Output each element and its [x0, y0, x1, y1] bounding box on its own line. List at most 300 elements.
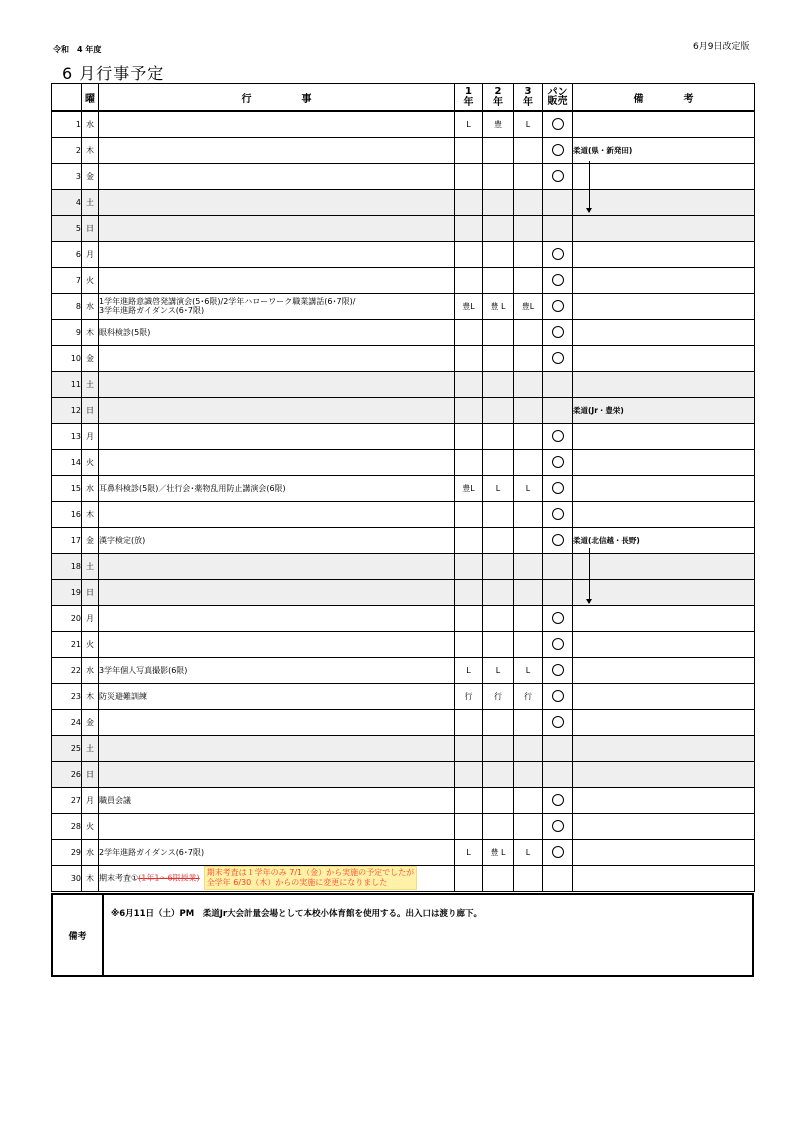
revision-label: 6月9日改定版 — [693, 42, 750, 52]
table-row — [52, 449, 755, 475]
bread-sale-cell — [543, 241, 573, 267]
year1-mark — [455, 241, 483, 267]
year2-mark — [483, 553, 514, 579]
table-row — [52, 163, 755, 189]
year3-mark — [514, 501, 543, 527]
date-cell: 19 — [52, 579, 82, 605]
year3-mark: L — [514, 657, 543, 683]
weekday-cell: 水 — [82, 293, 99, 319]
year3-mark — [514, 241, 543, 267]
change-notice: 期末考査は１学年のみ 7/1（金）から実施の予定でしたが 全学年 6/30（木）からの実施に変更になりました — [204, 866, 417, 890]
circle-icon — [552, 456, 564, 468]
year1-mark: 豊L — [455, 293, 483, 319]
year3-mark — [514, 579, 543, 605]
weekday-cell: 木 — [82, 501, 99, 527]
bread-sale-cell — [543, 813, 573, 839]
table-row — [52, 111, 755, 137]
bread-sale-cell — [543, 423, 573, 449]
note-cell — [573, 813, 755, 839]
bread-sale-cell — [543, 657, 573, 683]
year3-mark — [514, 371, 543, 397]
year1-mark — [455, 163, 483, 189]
date-cell: 17 — [52, 527, 82, 553]
date-cell: 1 — [52, 111, 82, 137]
circle-icon — [552, 612, 564, 624]
circle-icon — [552, 352, 564, 364]
bread-sale-cell — [543, 397, 573, 423]
year3-mark — [514, 345, 543, 371]
year1-mark — [455, 189, 483, 215]
table-row — [52, 501, 755, 527]
bread-sale-cell — [543, 553, 573, 579]
event-cell — [99, 345, 455, 371]
table-row — [52, 735, 755, 761]
year2-mark — [483, 345, 514, 371]
table-row — [52, 865, 755, 891]
note-cell — [573, 631, 755, 657]
note-cell: 柔道(県・新発田) — [573, 137, 755, 163]
circle-icon — [552, 820, 564, 832]
down-arrow-icon — [589, 161, 590, 212]
weekday-cell: 土 — [82, 735, 99, 761]
bread-sale-cell — [543, 761, 573, 787]
date-cell: 4 — [52, 189, 82, 215]
table-row — [52, 137, 755, 163]
event-cell — [99, 449, 455, 475]
note-cell — [573, 657, 755, 683]
year2-mark — [483, 371, 514, 397]
note-cell — [573, 449, 755, 475]
date-cell: 10 — [52, 345, 82, 371]
circle-icon — [552, 716, 564, 728]
weekday-cell: 土 — [82, 371, 99, 397]
year1-mark — [455, 579, 483, 605]
year3-mark: 行 — [514, 683, 543, 709]
schedule-table — [51, 83, 755, 892]
table-row — [52, 839, 755, 865]
circle-icon — [552, 664, 564, 676]
year2-mark — [483, 397, 514, 423]
weekday-cell: 金 — [82, 345, 99, 371]
note-cell — [573, 111, 755, 137]
event-cell — [99, 111, 455, 137]
year2-mark — [483, 163, 514, 189]
event-cell: 1学年進路意識啓発講演会(5･6限)/2学年ハローワーク職業講話(6･7限)/ 3学年進路ガイダンス(6･7限) — [99, 293, 455, 319]
event-cell — [99, 501, 455, 527]
event-cell — [99, 631, 455, 657]
note-cell — [573, 709, 755, 735]
year3-mark: L — [514, 111, 543, 137]
year1-mark — [455, 761, 483, 787]
bread-sale-cell — [543, 111, 573, 137]
year2-mark: 行 — [483, 683, 514, 709]
year3-mark — [514, 215, 543, 241]
weekday-cell: 月 — [82, 241, 99, 267]
year2-mark: L — [483, 475, 514, 501]
note-cell — [573, 423, 755, 449]
weekday-cell: 金 — [82, 527, 99, 553]
bread-sale-cell — [543, 475, 573, 501]
event-cell — [99, 241, 455, 267]
weekday-cell: 土 — [82, 553, 99, 579]
table-row — [52, 579, 755, 605]
table-row — [52, 241, 755, 267]
circle-icon — [552, 248, 564, 260]
year2-mark: 豊 — [483, 111, 514, 137]
struck-text: (1年1～6限授業) — [138, 873, 200, 883]
table-row — [52, 189, 755, 215]
date-cell: 12 — [52, 397, 82, 423]
date-cell: 13 — [52, 423, 82, 449]
date-cell: 5 — [52, 215, 82, 241]
year3-mark — [514, 449, 543, 475]
table-row — [52, 657, 755, 683]
year3-mark — [514, 735, 543, 761]
weekday-cell: 木 — [82, 865, 99, 891]
event-cell — [99, 579, 455, 605]
year3-mark — [514, 189, 543, 215]
year2-mark — [483, 761, 514, 787]
event-cell: 期末考査①(1年1～6限授業) 期末考査は１学年のみ 7/1（金）から実施の予定でしたが 全学年 6/30（木）からの実施に変更になりました — [99, 865, 455, 891]
bread-sale-cell — [543, 267, 573, 293]
note-cell — [573, 267, 755, 293]
weekday-cell: 日 — [82, 761, 99, 787]
event-cell — [99, 735, 455, 761]
remarks-text: ※6月11日（土）PM 柔道Jr大会計量会場として本校小体育館を使用する。出入口は渡り廊下。 — [103, 894, 753, 976]
table-row — [52, 787, 755, 813]
circle-icon — [552, 690, 564, 702]
year1-mark — [455, 787, 483, 813]
year1-mark — [455, 605, 483, 631]
year1-mark — [455, 813, 483, 839]
year3-mark — [514, 553, 543, 579]
note-cell — [573, 553, 755, 579]
bread-sale-cell — [543, 345, 573, 371]
year1-mark — [455, 397, 483, 423]
year1-mark — [455, 137, 483, 163]
note-cell — [573, 475, 755, 501]
bread-sale-cell — [543, 215, 573, 241]
weekday-cell: 火 — [82, 449, 99, 475]
weekday-cell: 木 — [82, 319, 99, 345]
year1-mark — [455, 865, 483, 891]
bread-sale-cell — [543, 189, 573, 215]
year1-header: 1 年 — [455, 84, 483, 112]
year3-mark: L — [514, 475, 543, 501]
note-cell — [573, 735, 755, 761]
table-row — [52, 527, 755, 553]
year1-mark — [455, 345, 483, 371]
bread-sale-cell — [543, 683, 573, 709]
circle-icon — [552, 326, 564, 338]
year1-mark — [455, 319, 483, 345]
note-cell — [573, 241, 755, 267]
event-cell — [99, 553, 455, 579]
date-cell: 26 — [52, 761, 82, 787]
year1-mark — [455, 449, 483, 475]
year3-mark: L — [514, 839, 543, 865]
date-cell: 9 — [52, 319, 82, 345]
year3-mark: 豊L — [514, 293, 543, 319]
circle-icon — [552, 508, 564, 520]
year2-mark — [483, 137, 514, 163]
year2-mark — [483, 865, 514, 891]
table-row — [52, 631, 755, 657]
year3-mark — [514, 761, 543, 787]
year1-mark: 豊L — [455, 475, 483, 501]
date-cell: 6 — [52, 241, 82, 267]
date-cell: 18 — [52, 553, 82, 579]
year1-mark: 行 — [455, 683, 483, 709]
table-row — [52, 605, 755, 631]
year3-mark — [514, 397, 543, 423]
year2-mark — [483, 709, 514, 735]
year2-mark — [483, 579, 514, 605]
weekday-cell: 金 — [82, 163, 99, 189]
year2-mark — [483, 241, 514, 267]
year2-mark — [483, 189, 514, 215]
date-cell: 29 — [52, 839, 82, 865]
event-cell — [99, 397, 455, 423]
bread-sale-cell — [543, 501, 573, 527]
year1-mark — [455, 423, 483, 449]
event-cell: 防災避難訓練 — [99, 683, 455, 709]
bread-sale-cell — [543, 293, 573, 319]
table-row — [52, 267, 755, 293]
date-cell: 11 — [52, 371, 82, 397]
table-row — [52, 215, 755, 241]
bread-sale-cell — [543, 839, 573, 865]
bread-sale-cell — [543, 163, 573, 189]
circle-icon — [552, 274, 564, 286]
date-cell: 8 — [52, 293, 82, 319]
note-cell — [573, 605, 755, 631]
year3-mark — [514, 319, 543, 345]
date-cell: 7 — [52, 267, 82, 293]
event-cell — [99, 423, 455, 449]
year1-mark — [455, 709, 483, 735]
year3-mark — [514, 631, 543, 657]
year3-mark — [514, 813, 543, 839]
event-cell — [99, 189, 455, 215]
weekday-cell: 土 — [82, 189, 99, 215]
weekday-cell: 水 — [82, 475, 99, 501]
bread-sale-cell — [543, 579, 573, 605]
event-cell — [99, 709, 455, 735]
year1-mark — [455, 215, 483, 241]
year2-mark: 豊 L — [483, 293, 514, 319]
year1-mark — [455, 735, 483, 761]
date-cell: 23 — [52, 683, 82, 709]
circle-icon — [552, 482, 564, 494]
table-row — [52, 371, 755, 397]
weekday-cell: 日 — [82, 579, 99, 605]
date-cell: 15 — [52, 475, 82, 501]
note-cell — [573, 865, 755, 891]
note-cell — [573, 293, 755, 319]
date-cell: 2 — [52, 137, 82, 163]
year3-mark — [514, 267, 543, 293]
fiscal-year: 令和 4 年度 — [53, 45, 102, 54]
year3-mark — [514, 787, 543, 813]
weekday-cell: 日 — [82, 397, 99, 423]
weekday-cell: 日 — [82, 215, 99, 241]
date-cell: 22 — [52, 657, 82, 683]
day-header: 曜 — [82, 84, 99, 112]
table-row — [52, 709, 755, 735]
bread-sale-cell — [543, 137, 573, 163]
year1-mark — [455, 501, 483, 527]
bread-sale-cell — [543, 605, 573, 631]
year2-mark — [483, 449, 514, 475]
date-cell: 30 — [52, 865, 82, 891]
event-cell — [99, 761, 455, 787]
table-row — [52, 813, 755, 839]
date-cell: 16 — [52, 501, 82, 527]
circle-icon — [552, 430, 564, 442]
event-cell: 耳鼻科検診(5限)／壮行会･薬物乱用防止講演会(6限) — [99, 475, 455, 501]
event-cell: 3学年個人写真撮影(6限) — [99, 657, 455, 683]
note-cell — [573, 839, 755, 865]
bread-sale-cell — [543, 787, 573, 813]
weekday-cell: 水 — [82, 839, 99, 865]
date-cell: 21 — [52, 631, 82, 657]
table-row — [52, 293, 755, 319]
table-row — [52, 319, 755, 345]
year1-mark — [455, 267, 483, 293]
bread-sale-header: パン 販売 — [543, 84, 573, 112]
event-cell: 職員会議 — [99, 787, 455, 813]
note-cell — [573, 163, 755, 189]
date-cell: 28 — [52, 813, 82, 839]
date-cell: 27 — [52, 787, 82, 813]
table-row — [52, 683, 755, 709]
circle-icon — [552, 794, 564, 806]
bread-sale-cell — [543, 709, 573, 735]
note-cell — [573, 501, 755, 527]
event-cell — [99, 813, 455, 839]
note-cell — [573, 683, 755, 709]
note-cell — [573, 215, 755, 241]
year2-mark — [483, 527, 514, 553]
year2-mark — [483, 423, 514, 449]
year1-mark — [455, 371, 483, 397]
bread-sale-cell — [543, 865, 573, 891]
year2-mark — [483, 631, 514, 657]
date-cell: 14 — [52, 449, 82, 475]
year3-mark — [514, 137, 543, 163]
note-cell — [573, 579, 755, 605]
events-header: 行 事 — [99, 84, 455, 112]
note-cell: 柔道(Jr・豊栄) — [573, 397, 755, 423]
note-cell — [573, 189, 755, 215]
event-cell — [99, 137, 455, 163]
weekday-cell: 月 — [82, 423, 99, 449]
note-cell: 柔道(北信越・長野) — [573, 527, 755, 553]
event-cell — [99, 371, 455, 397]
notes-header: 備 考 — [573, 84, 755, 112]
circle-icon — [552, 534, 564, 546]
year2-mark: 豊 L — [483, 839, 514, 865]
year2-mark — [483, 501, 514, 527]
weekday-cell: 月 — [82, 605, 99, 631]
table-row — [52, 761, 755, 787]
weekday-cell: 金 — [82, 709, 99, 735]
weekday-cell: 水 — [82, 111, 99, 137]
year3-header: 3 年 — [514, 84, 543, 112]
date-cell: 3 — [52, 163, 82, 189]
year2-header: 2 年 — [483, 84, 514, 112]
remarks-box — [51, 893, 754, 977]
year3-mark — [514, 709, 543, 735]
year2-mark — [483, 813, 514, 839]
year1-mark: L — [455, 839, 483, 865]
note-cell — [573, 371, 755, 397]
year1-mark — [455, 553, 483, 579]
year2-mark — [483, 735, 514, 761]
year2-mark — [483, 605, 514, 631]
event-cell — [99, 215, 455, 241]
bread-sale-cell — [543, 735, 573, 761]
event-cell — [99, 163, 455, 189]
year3-mark — [514, 605, 543, 631]
year3-mark — [514, 423, 543, 449]
circle-icon — [552, 638, 564, 650]
note-cell — [573, 787, 755, 813]
year2-mark — [483, 267, 514, 293]
weekday-cell: 月 — [82, 787, 99, 813]
year1-mark — [455, 631, 483, 657]
circle-icon — [552, 144, 564, 156]
table-row — [52, 553, 755, 579]
year2-mark — [483, 319, 514, 345]
date-cell: 20 — [52, 605, 82, 631]
year2-mark — [483, 215, 514, 241]
event-cell: 眼科検診(5限) — [99, 319, 455, 345]
year3-mark — [514, 163, 543, 189]
bread-sale-cell — [543, 449, 573, 475]
bread-sale-cell — [543, 631, 573, 657]
year1-mark — [455, 527, 483, 553]
circle-icon — [552, 300, 564, 312]
table-row — [52, 397, 755, 423]
weekday-cell: 火 — [82, 813, 99, 839]
table-row — [52, 475, 755, 501]
table-row — [52, 423, 755, 449]
year1-mark: L — [455, 111, 483, 137]
circle-icon — [552, 170, 564, 182]
year3-mark — [514, 865, 543, 891]
circle-icon — [552, 846, 564, 858]
date-header — [52, 84, 82, 112]
page-title: 6 月行事予定 — [62, 64, 165, 83]
year1-mark: L — [455, 657, 483, 683]
event-cell: 2学年進路ガイダンス(6･7限) — [99, 839, 455, 865]
date-cell: 24 — [52, 709, 82, 735]
weekday-cell: 木 — [82, 137, 99, 163]
remarks-label: 備考 — [52, 894, 103, 976]
weekday-cell: 火 — [82, 631, 99, 657]
year3-mark — [514, 527, 543, 553]
weekday-cell: 火 — [82, 267, 99, 293]
note-cell — [573, 319, 755, 345]
circle-icon — [552, 118, 564, 130]
note-cell — [573, 345, 755, 371]
event-cell — [99, 605, 455, 631]
date-cell: 25 — [52, 735, 82, 761]
note-cell — [573, 761, 755, 787]
table-row — [52, 345, 755, 371]
